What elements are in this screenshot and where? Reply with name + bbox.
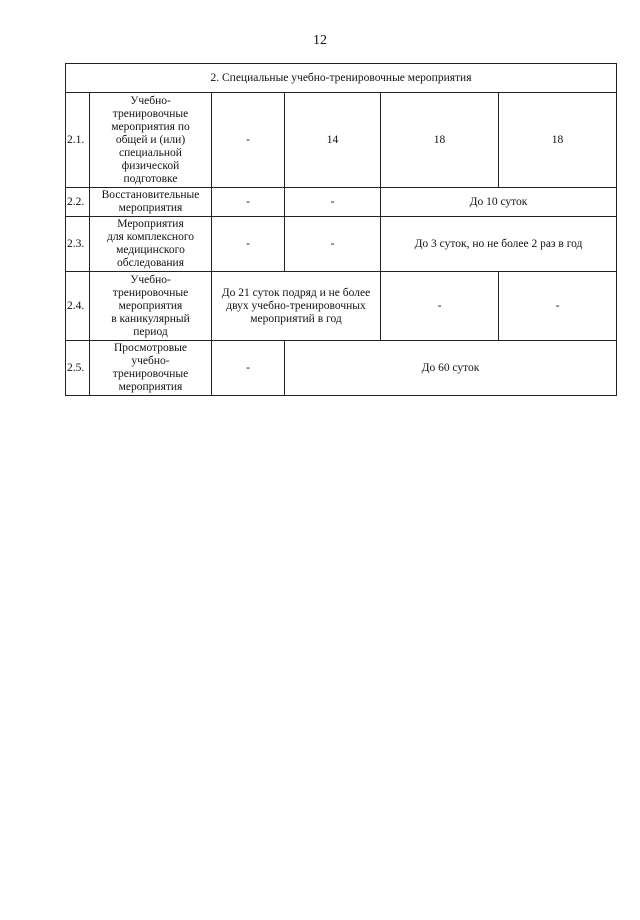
cell-value: - xyxy=(499,272,617,341)
row-number: 2.4. xyxy=(66,272,90,341)
cell-value: 14 xyxy=(285,93,381,188)
cell-value: - xyxy=(285,217,381,272)
row-number: 2.5. xyxy=(66,341,90,396)
cell-value: 18 xyxy=(381,93,499,188)
cell-value: - xyxy=(381,272,499,341)
event-name: Учебно- тренировочные мероприятия по общей и (или) специальной физической подготовке xyxy=(90,93,212,188)
table-row xyxy=(66,93,617,188)
cell-value: - xyxy=(212,188,285,217)
cell-value: - xyxy=(212,93,285,188)
cell-value-merged: До 21 суток подряд и не более двух учебно-тренировочных мероприятий в год xyxy=(212,272,381,341)
cell-value: - xyxy=(212,217,285,272)
section-header-row xyxy=(66,64,617,93)
training-events-table xyxy=(65,63,617,396)
row-number: 2.2. xyxy=(66,188,90,217)
cell-value-merged: До 60 суток xyxy=(285,341,617,396)
cell-value: 18 xyxy=(499,93,617,188)
event-name: Восстановительные мероприятия xyxy=(90,188,212,217)
row-number: 2.3. xyxy=(66,217,90,272)
table-row xyxy=(66,188,617,217)
cell-value-merged: До 3 суток, но не более 2 раз в год xyxy=(381,217,617,272)
row-number: 2.1. xyxy=(66,93,90,188)
section-title: 2. Специальные учебно-тренировочные мероприятия xyxy=(66,64,617,93)
cell-value-merged: До 10 суток xyxy=(381,188,617,217)
table-row xyxy=(66,272,617,341)
table-row xyxy=(66,217,617,272)
table-row xyxy=(66,341,617,396)
cell-value: - xyxy=(285,188,381,217)
event-name: Учебно- тренировочные мероприятия в каникулярный период xyxy=(90,272,212,341)
page-number: 12 xyxy=(313,33,327,48)
event-name: Просмотровые учебно- тренировочные мероприятия xyxy=(90,341,212,396)
cell-value: - xyxy=(212,341,285,396)
event-name: Мероприятия для комплексного медицинского обследования xyxy=(90,217,212,272)
